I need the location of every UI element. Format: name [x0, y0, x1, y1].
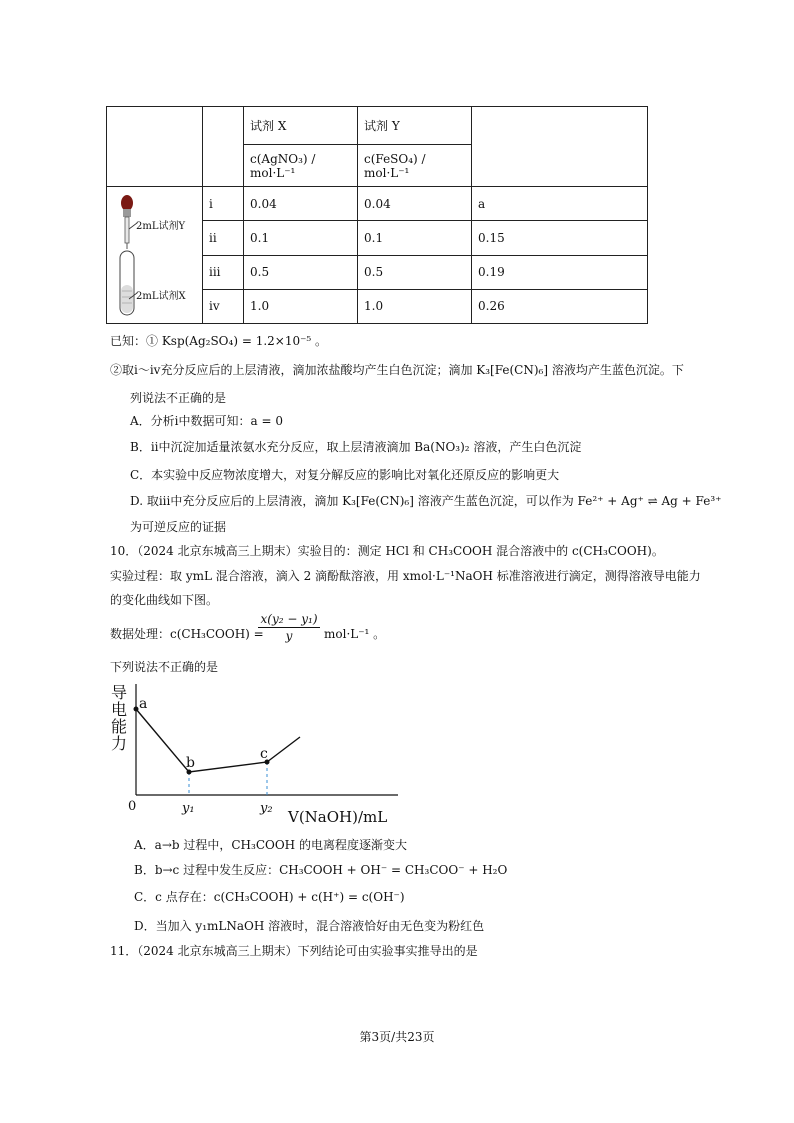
- q9-known-1: 已知：① Ksp(Ag₂SO₄) = 1.2×10⁻⁵ 。: [110, 334, 328, 348]
- header-y-title: 试剂 Y: [358, 107, 472, 145]
- q10-formula-fraction: [258, 612, 320, 643]
- conductivity-curve: [136, 709, 300, 772]
- q9-option-d-line2: 为可逆反应的证据: [130, 520, 227, 534]
- row-label: iv: [203, 289, 244, 323]
- q10-formula-suffix: mol·L⁻¹ 。: [324, 627, 386, 641]
- point-label-a: a: [139, 696, 148, 712]
- q10-line-1: 10．（2024 北京东城高三上期末）实验目的：测定 HCl 和 CH₃COOH 混合溶液中的 c(CH₃COOH)。: [110, 544, 664, 558]
- q10-ask: 下列说法不正确的是: [110, 660, 219, 674]
- point-a: [134, 707, 139, 712]
- q10-line-3: 的变化曲线如下图。: [110, 593, 219, 607]
- row-result: 0.15: [472, 221, 648, 255]
- row-y: 0.1: [358, 221, 472, 255]
- row-label: ii: [203, 221, 244, 255]
- row-result: a: [472, 187, 648, 221]
- q10-option-b: B．b→c 过程中发生反应：CH₃COOH + OH⁻ = CH₃COO⁻ + H₂O: [134, 863, 508, 877]
- row-x: 1.0: [244, 289, 358, 323]
- y-axis-label-char: 导: [111, 683, 128, 702]
- x-axis-label: V(NaOH)/mL: [288, 808, 388, 826]
- row-x: 0.5: [244, 255, 358, 289]
- row-result: 0.26: [472, 289, 648, 323]
- y-axis-label-char: 能: [111, 717, 128, 736]
- q9-option-d-line1: D. 取iii中充分反应后的上层清液，滴加 K₃[Fe(CN)₆] 溶液产生蓝色沉淀，可以作为 Fe²⁺ + Ag⁺ ⇌ Ag + Fe³⁺: [130, 494, 722, 508]
- label-header-cell: [203, 107, 244, 187]
- row-x: 0.04: [244, 187, 358, 221]
- row-y: 0.04: [358, 187, 472, 221]
- q10-option-d: D．当加入 y₁mLNaOH 溶液时，混合溶液恰好由无色变为粉红色: [134, 919, 485, 933]
- x-tick-label: y₁: [182, 801, 195, 816]
- point-label-c: c: [260, 746, 268, 762]
- experiment-table: [106, 106, 648, 324]
- header-x-title: 试剂 X: [244, 107, 358, 145]
- row-y: 1.0: [358, 289, 472, 323]
- formula-denominator: y: [285, 629, 293, 643]
- apparatus-label-x: 2mL试剂X: [136, 291, 186, 302]
- conductivity-chart: [108, 676, 408, 826]
- q9-known-2b: 列说法不正确的是: [130, 391, 227, 405]
- header-y-unit: c(FeSO₄) / mol·L⁻¹: [358, 145, 472, 187]
- q9-option-c: C．本实验中反应物浓度增大，对复分解反应的影响比对氧化还原反应的影响更大: [130, 468, 560, 482]
- x-tick-label: y₂: [260, 801, 273, 816]
- q9-option-b: B．ii中沉淀加适量浓氨水充分反应，取上层清液滴加 Ba(NO₃)₂ 溶液，产生白色沉淀: [130, 440, 582, 454]
- dropper-test-tube-icon: [107, 187, 202, 323]
- q10-option-a: A．a→b 过程中，CH₃COOH 的电离程度逐渐变大: [134, 838, 407, 852]
- row-label: iii: [203, 255, 244, 289]
- point-label-b: b: [186, 755, 195, 771]
- q9-known-2a: ②取i～iv充分反应后的上层清液，滴加浓盐酸均产生白色沉淀；滴加 K₃[Fe(CN)₆] 溶液均产生蓝色沉淀。下: [110, 363, 684, 377]
- row-x: 0.1: [244, 221, 358, 255]
- q11-line-1: 11．（2024 北京东城高三上期末）下列结论可由实验事实推导出的是: [110, 944, 478, 958]
- y-axis-label-char: 力: [111, 734, 128, 753]
- apparatus-header-cell: [107, 107, 203, 187]
- origin-label: 0: [128, 799, 137, 814]
- q10-option-c: C．c 点存在：c(CH₃COOH) + c(H⁺) = c(OH⁻): [134, 890, 405, 904]
- formula-numerator: x(y₂ − y₁): [260, 612, 318, 626]
- q10-line-2: 实验过程：取 ymL 混合溶液，滴入 2 滴酚酞溶液，用 xmol·L⁻¹NaOH 标准溶液进行滴定，测得溶液导电能力: [110, 569, 701, 583]
- row-y: 0.5: [358, 255, 472, 289]
- header-x-unit: c(AgNO₃) / mol·L⁻¹: [244, 145, 358, 187]
- formula-bar: [258, 627, 320, 628]
- row-label: i: [203, 187, 244, 221]
- page-footer: 第3页/共23页: [359, 1030, 435, 1044]
- q9-option-a: A．分析i中数据可知：a = 0: [130, 414, 283, 428]
- apparatus-cell: [107, 187, 203, 324]
- row-result: 0.19: [472, 255, 648, 289]
- apparatus-label-y: 2mL试剂Y: [136, 221, 186, 232]
- q10-formula-prefix: 数据处理：c(CH₃COOH) =: [110, 627, 264, 641]
- result-header-cell: [472, 107, 648, 187]
- y-axis-label-char: 电: [111, 700, 128, 719]
